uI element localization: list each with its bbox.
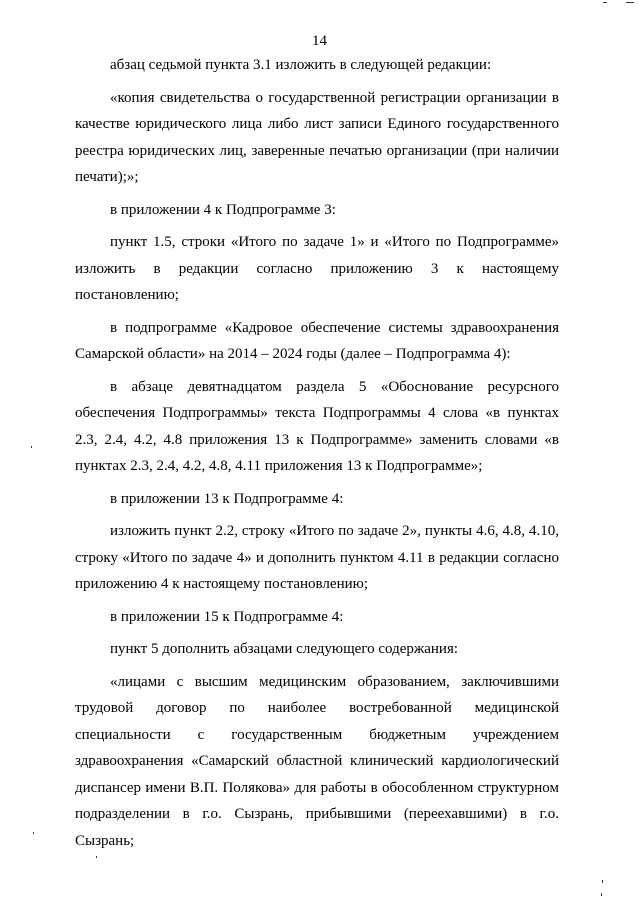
scan-speck xyxy=(601,893,602,896)
paragraph-1: абзац седьмой пункта 3.1 изложить в следующей редакции: xyxy=(110,57,492,73)
scan-speck xyxy=(33,832,34,834)
paragraph-9: в приложении 15 к Подпрограмме 4: xyxy=(110,608,344,625)
paragraph-6: в абзаце девятнадцатом раздела 5 «Обоснование ресурсного обеспечения Подпрограммы» текста Подпрограммы 4 слова «в пунктах 2.3, 2.4, 4.2, 4.8 приложения 13 к Подпрограмме» заменить словами «в пунктах 2.3, 2.4, 4.2, 4.8, 4.11 приложения 13 к Подпрограмме»; xyxy=(75,378,559,474)
document-body xyxy=(75,52,559,860)
scan-speck xyxy=(602,880,603,883)
scan-speck xyxy=(96,856,97,858)
paragraph-3: в приложении 4 к Подпрограмме 3: xyxy=(110,201,336,218)
scan-speck xyxy=(603,2,607,3)
paragraph-5: в подпрограмме «Кадровое обеспечение системы здравоохранения Самарской области» на 2014 – 2024 годы (далее – Подпрограмма 4): xyxy=(75,319,559,362)
paragraph-11: «лицами с высшим медицинским образованием, заключившими трудовой договор по наиболее востребованной медицинской специальности с государственным бюджетным учреждением здравоохранения «Самарский областной клинический кардиологический диспансер имени В.П. Полякова» для работы в обособленном структурном подразделении в г.о. Сызрань, прибывшими (переехавшими) в г.о. Сызрань; xyxy=(75,673,559,849)
paragraph-8: изложить пункт 2.2, строку «Итого по задаче 2», пункты 4.6, 4.8, 4.10, строку «Итого по задаче 4» и дополнить пунктом 4.11 в редакции согласно приложению 4 к настоящему постановлению; xyxy=(75,523,559,592)
paragraph-7: в приложении 13 к Подпрограмме 4: xyxy=(110,490,344,507)
scan-speck xyxy=(31,446,32,448)
paragraph-10: пункт 5 дополнить абзацами следующего содержания: xyxy=(110,641,459,657)
scan-speck xyxy=(626,2,634,3)
paragraph-4: пункт 1.5, строки «Итого по задаче 1» и «Итого по Подпрограмме» изложить в редакции согласно приложению 3 к настоящему постановлению; xyxy=(75,234,559,303)
paragraph-2: «копия свидетельства о государственной регистрации организации в качестве юридического лица либо лист записи Единого государственного реестра юридических лиц, заверенные печатью организации (при наличии печати);»; xyxy=(75,89,559,185)
page-number: 14 xyxy=(312,33,327,49)
